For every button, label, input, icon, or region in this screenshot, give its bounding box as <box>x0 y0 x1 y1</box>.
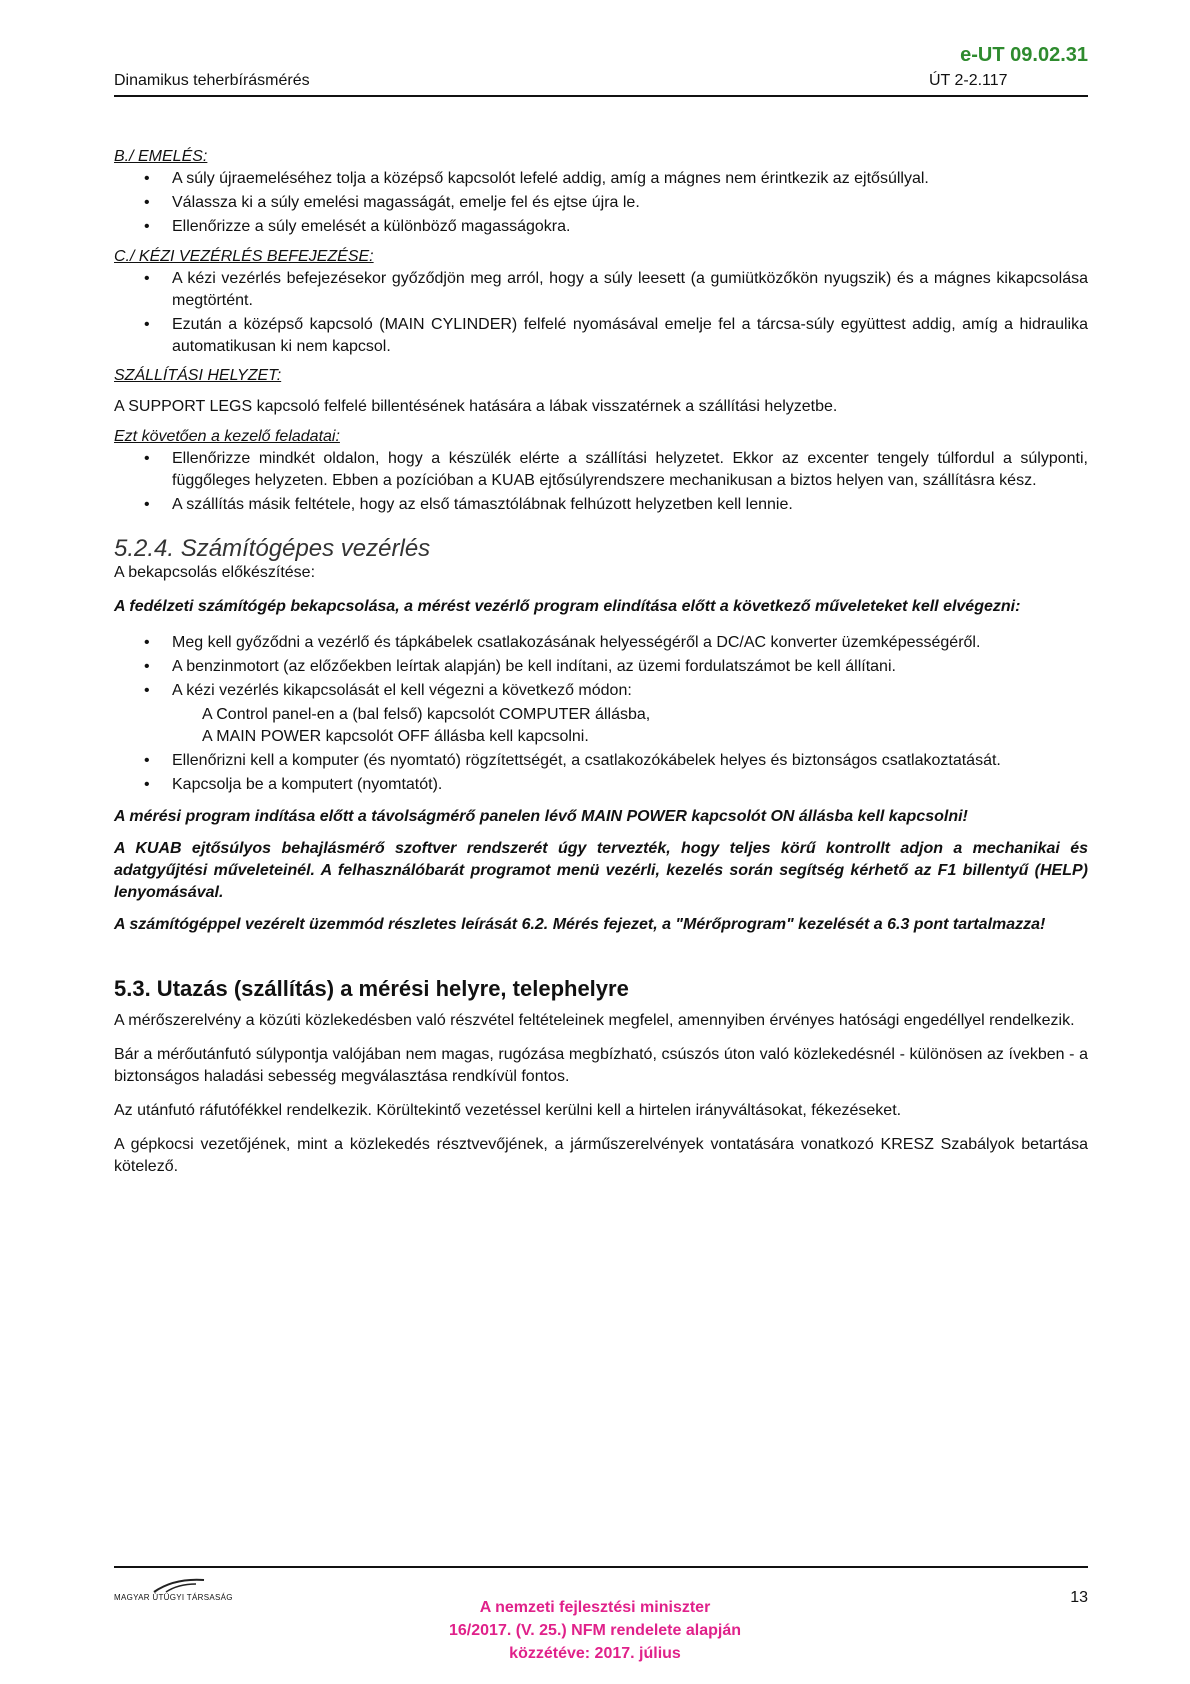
bold-note: A fedélzeti számítógép bekapcsolása, a mérést vezérlő program elindítása előtt a következő műveleteket kell elvégezni: <box>114 598 1021 615</box>
szamitogepes-list <box>114 632 1088 702</box>
paragraph: A gépkocsi vezetőjének, mint a közlekedés résztvevőjének, a járműszerelvények vontatására vonatkozó KRESZ Szabályok betartása kötelező. <box>114 1136 1088 1175</box>
paragraph: A mérőszerelvény a közúti közlekedésben való részvétel feltételeinek megfelel, amennyiben érvényes hatósági engedéllyel rendelkezik. <box>114 1012 1075 1029</box>
paragraph: A SUPPORT LEGS kapcsoló felfelé billentésének hatására a lábak visszatérnek a szállítási helyzetbe. <box>114 398 838 415</box>
section-heading-szallitasi: SZÁLLÍTÁSI HELYZET: <box>114 367 282 384</box>
logo-text: MAGYAR ÚTÜGYI TÁRSASÁG <box>114 1593 233 1602</box>
page-body <box>114 146 1088 1178</box>
list-item: • Válassza ki a súly emelési magasságát, emelje fel és ejtse újra le. <box>114 192 1088 214</box>
header-rule <box>114 95 1088 97</box>
list-item: • A szállítás másik feltétele, hogy az első támasztólábnak felhúzott helyzetben kell lennie. <box>114 494 1088 516</box>
bold-note: A mérési program indítása előtt a távolságmérő panelen lévő MAIN POWER kapcsolót ON állásba kell kapcsolni! <box>114 808 968 825</box>
sub-line: A Control panel-en a (bal felső) kapcsolót COMPUTER állásba, <box>202 706 651 723</box>
list-item: • A súly újraemeléséhez tolja a középső kapcsolót lefelé addig, amíg a mágnes nem érintkezik az ejtősúllyal. <box>114 168 1088 190</box>
section-heading-utazas: 5.3. Utazás (szállítás) a mérési helyre, telephelyre <box>114 976 629 1001</box>
list-item: • Kapcsolja be a komputert (nyomtatót). <box>114 774 1088 796</box>
publication-line: A nemzeti fejlesztési miniszter <box>479 1599 711 1616</box>
list-item: • A kézi vezérlés befejezésekor győződjön meg arról, hogy a súly leesett (a gumiütközőkön nyugszik) és a mágnes kikapcsolása megtörtént. <box>114 268 1088 312</box>
section-heading-szamitogepes: 5.2.4. Számítógépes vezérlés <box>114 535 431 562</box>
szallitasi-list <box>114 448 1088 516</box>
section-heading-kezi: C./ KÉZI VEZÉRLÉS BEFEJEZÉSE: <box>114 248 374 265</box>
emeles-list <box>114 168 1088 238</box>
paragraph: A bekapcsolás előkészítése: <box>114 564 316 581</box>
paragraph: Az utánfutó ráfutófékkel rendelkezik. Körültekintő vezetéssel kerülni kell a hirtelen irányváltásokat, fékezéseket. <box>114 1102 902 1119</box>
page-number: 13 <box>1070 1589 1088 1606</box>
publication-line: közzétéve: 2017. július <box>509 1645 681 1662</box>
list-item: • Meg kell győződni a vezérlő és tápkábelek csatlakozásának helyességéről a DC/AC konverter üzemképességéről. <box>114 632 1088 654</box>
kezi-list <box>114 268 1088 358</box>
subheading-kezelo: Ezt követően a kezelő feladatai: <box>114 428 340 445</box>
header-ref: ÚT 2-2.117 <box>929 72 1008 89</box>
bold-note: A számítógéppel vezérelt üzemmód részletes leírását 6.2. Mérés fejezet, a "Mérőprogram" kezelését a 6.3 pont tartalmazza! <box>114 916 1046 933</box>
paragraph: Bár a mérőutánfutó súlypontja valójában nem magas, rugózása megbízható, csúszós úton való közlekedésnél - különösen az ívekben - a biztonságos haladási sebesség megválasztása rendkívül fontos. <box>114 1046 1088 1085</box>
list-item: • Ellenőrizze a súly emelését a különböző magasságokra. <box>114 216 1088 238</box>
list-item: • A benzinmotort (az előzőekben leírtak alapján) be kell indítani, az üzemi fordulatszámot be kell állítani. <box>114 656 1088 678</box>
footer-rule <box>114 1566 1088 1568</box>
szamitogepes-list-2 <box>114 750 1088 796</box>
document-code: e-UT 09.02.31 <box>960 44 1088 66</box>
header-title: Dinamikus teherbírásmérés <box>114 72 310 89</box>
bold-note: A KUAB ejtősúlyos behajlásmérő szoftver rendszerét úgy tervezték, hogy teljes körű kontrollt adjon a mechanikai és adatgyűjtési műveleteinél. A felhasználóbarát programot menü vezérli, kezelés során segítség kérhető az F1 billentyű (HELP) lenyomásával. <box>114 840 1088 901</box>
list-item: • A kézi vezérlés kikapcsolását el kell végezni a következő módon: <box>114 680 1088 702</box>
list-item: • Ellenőrizni kell a komputer (és nyomtató) rögzítettségét, a csatlakozókábelek helyes és biztonságos csatlakoztatását. <box>114 750 1088 772</box>
sub-line: A MAIN POWER kapcsolót OFF állásba kell kapcsolni. <box>202 728 589 745</box>
list-item: • Ellenőrizze mindkét oldalon, hogy a készülék elérte a szállítási helyzetet. Ekkor az excenter tengely túlfordul a súlyponti, függőleges helyzeten. Ebben a pozícióban a KUAB ejtősúlyrendszere mechanikusan a biztos helyen van, szállításra kész. <box>114 448 1088 492</box>
publication-note <box>395 1596 795 1665</box>
list-item: • Ezután a középső kapcsoló (MAIN CYLINDER) felfelé nyomásával emelje fel a tárcsa-súly együttest addig, amíg a hidraulika automatikusan ki nem kapcsol. <box>114 314 1088 358</box>
section-heading-emeles: B./ EMELÉS: <box>114 148 208 165</box>
publication-line: 16/2017. (V. 25.) NFM rendelete alapján <box>449 1622 741 1639</box>
